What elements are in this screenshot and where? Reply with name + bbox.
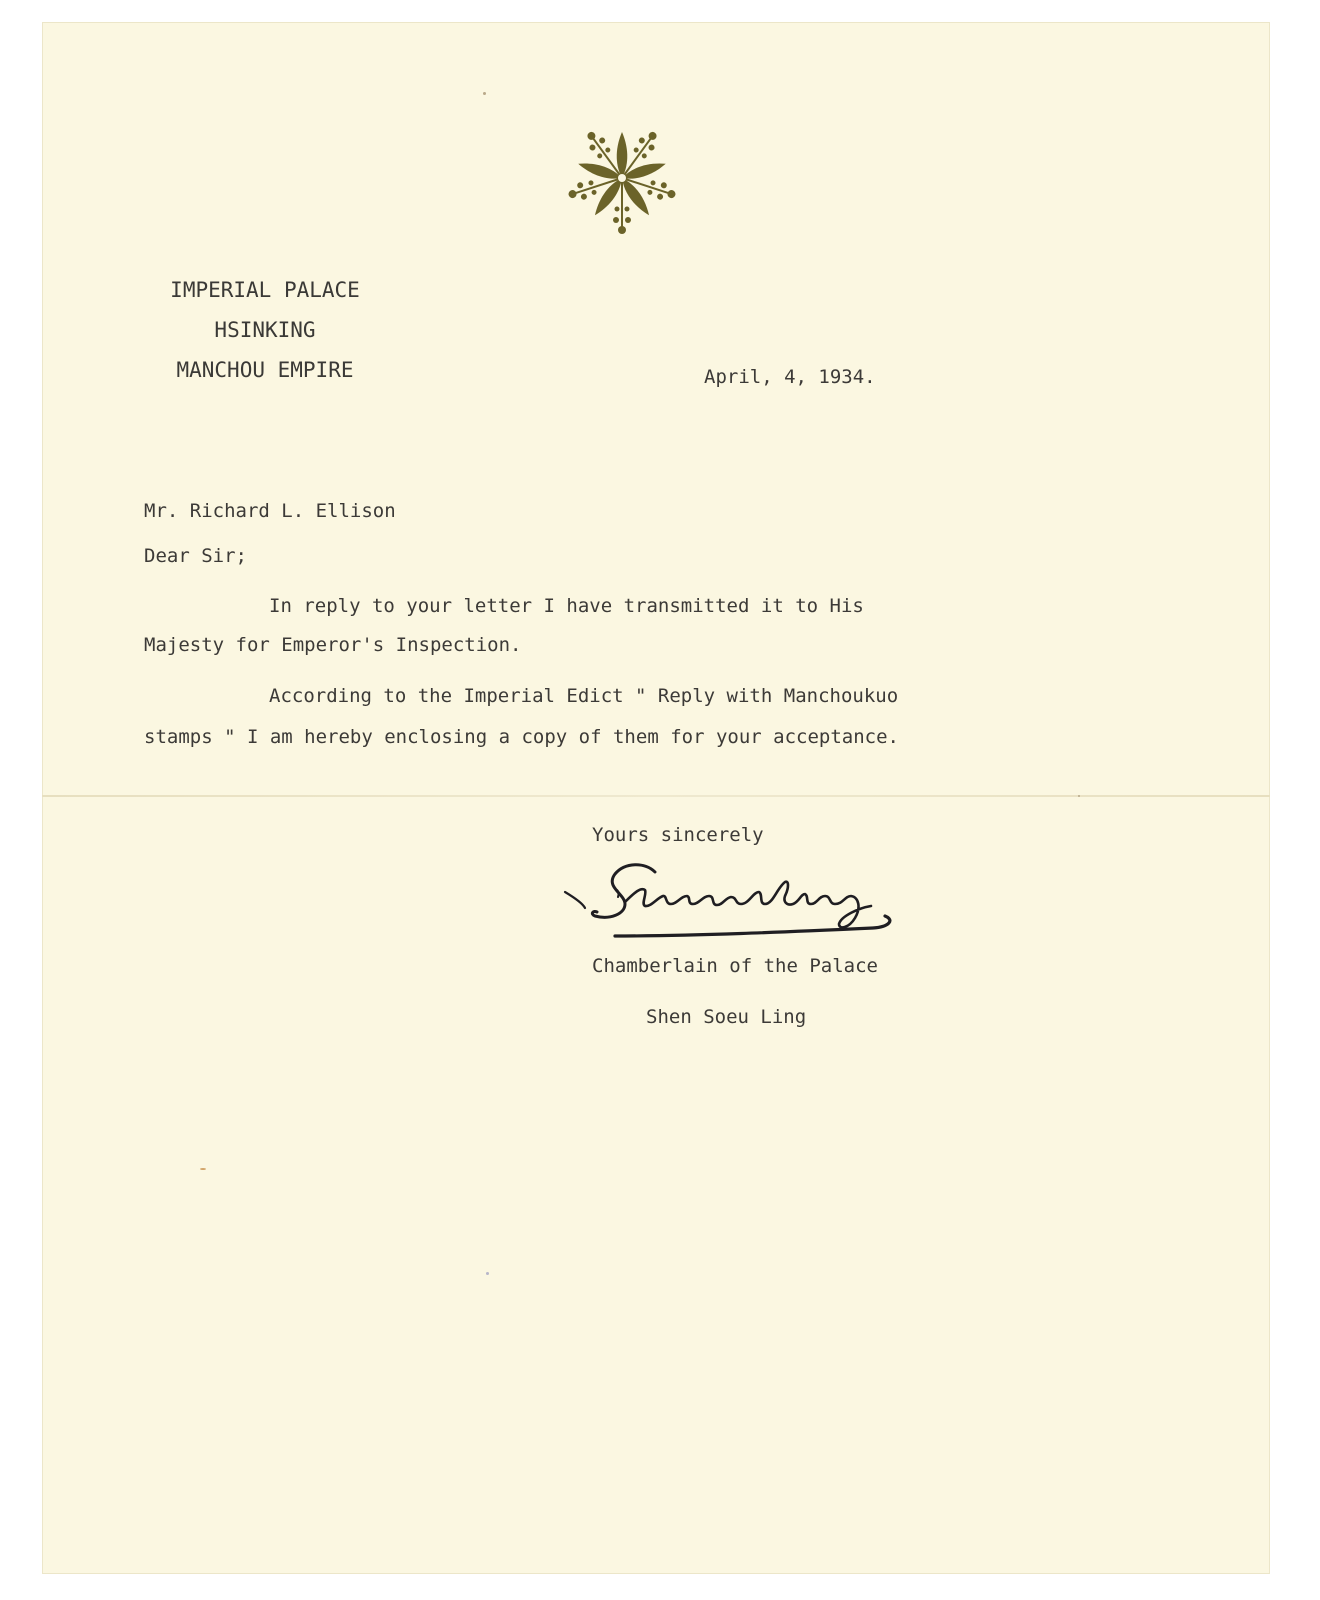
paper-fold-line	[42, 795, 1270, 797]
paper-speck	[483, 92, 486, 95]
letterhead-line-3: MANCHOU EMPIRE	[176, 358, 354, 382]
closing-phrase: Yours sincerely	[592, 824, 764, 846]
paper-speck	[486, 1272, 489, 1275]
letterhead-line-2: HSINKING	[214, 318, 316, 342]
body-paragraph-1-line-1: In reply to your letter I have transmitted it to His	[269, 595, 864, 617]
body-paragraph-2-line-2: stamps " I am hereby enclosing a copy of them for your acceptance.	[144, 726, 899, 748]
letter-page	[42, 22, 1270, 1574]
paper-speck	[1078, 795, 1080, 797]
body-paragraph-1-line-2: Majesty for Emperor's Inspection.	[144, 634, 522, 656]
orchid-crest-icon	[562, 118, 682, 238]
letterhead	[140, 270, 390, 390]
body-paragraph-2-line-1: According to the Imperial Edict " Reply with Manchoukuo	[269, 685, 899, 707]
salutation: Dear Sir;	[144, 545, 247, 567]
letterhead-line-1: IMPERIAL PALACE	[170, 278, 360, 302]
signer-name: Shen Soeu Ling	[646, 1006, 807, 1028]
recipient-name: Mr. Richard L. Ellison	[144, 500, 396, 522]
paper-speck	[200, 1168, 206, 1170]
letter-date: April, 4, 1934.	[704, 366, 876, 388]
handwritten-signature	[555, 852, 935, 952]
signer-title: Chamberlain of the Palace	[592, 955, 878, 977]
